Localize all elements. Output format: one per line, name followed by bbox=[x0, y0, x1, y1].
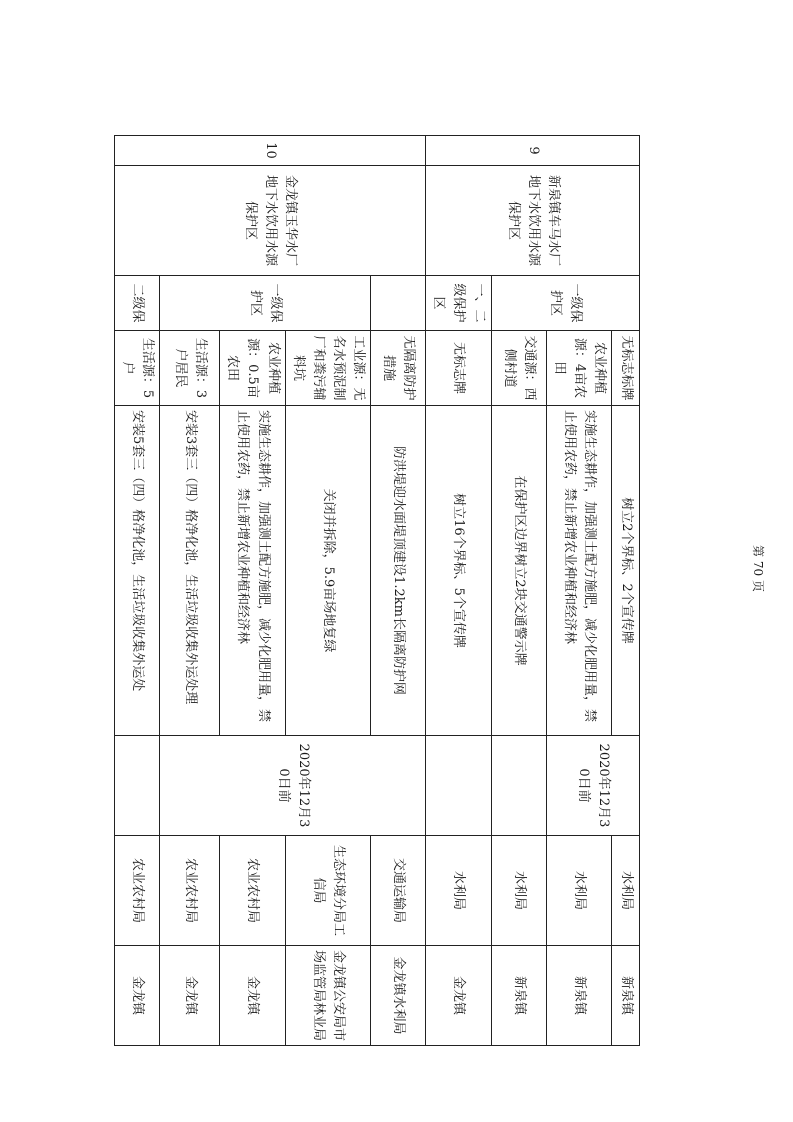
dept-cell: 交通运输局 bbox=[371, 836, 426, 946]
town-cell: 金龙镇 bbox=[114, 946, 159, 1046]
zone-label: 一、二级保护区 bbox=[426, 276, 491, 331]
measure-cell: 安装3套三（四）格净化池，生活垃圾收集外运处理 bbox=[160, 406, 220, 736]
protection-measures-table bbox=[114, 135, 640, 1046]
measure-cell: 关闭并拆除，5.9亩场地复绿 bbox=[285, 406, 371, 736]
measure-cell: 树立2个界标、2个宣传牌 bbox=[612, 406, 640, 736]
town-cell: 新泉镇 bbox=[491, 946, 546, 1046]
measure-cell: 实施生态耕作，加强测土配方施肥，减少化肥用量，禁止使用农药，禁止新增农业种植和经济林 bbox=[220, 406, 285, 736]
deadline-cell: 2020年12月30日前 bbox=[160, 736, 426, 836]
dept-cell: 农业农村局 bbox=[114, 836, 159, 946]
measure-cell: 安装5套三（四）格净化池，生活垃圾收集外运处 bbox=[114, 406, 159, 736]
deadline-cell-empty bbox=[491, 736, 546, 836]
problem-cell: 生活源：5户 bbox=[114, 331, 159, 406]
zone-label: 一级保护区 bbox=[160, 276, 371, 331]
problem-cell: 农业种植源：4亩农田 bbox=[546, 331, 611, 406]
dept-cell: 水利局 bbox=[546, 836, 611, 946]
town-cell: 金龙镇 bbox=[426, 946, 491, 1046]
town-cell: 金龙镇 bbox=[220, 946, 285, 1046]
deadline-cell-empty bbox=[114, 736, 159, 836]
problem-cell: 无隔离防护措施 bbox=[371, 331, 426, 406]
page-number: 第 70 页 bbox=[750, 545, 765, 592]
dept-cell: 生态环境分局工信局 bbox=[285, 836, 371, 946]
measure-cell: 在保护区边界树立2块交通警示牌 bbox=[491, 406, 546, 736]
table-row bbox=[612, 136, 640, 1046]
source-name: 金龙镇玉华水厂地下水饮用水源保护区 bbox=[114, 166, 425, 276]
dept-cell: 水利局 bbox=[491, 836, 546, 946]
zone-label-empty bbox=[371, 276, 426, 331]
deadline-cell-empty bbox=[426, 736, 491, 836]
row-number: 9 bbox=[426, 136, 640, 166]
problem-cell: 无标志标牌 bbox=[612, 331, 640, 406]
dept-cell: 水利局 bbox=[426, 836, 491, 946]
deadline-cell: 2020年12月30日前 bbox=[546, 736, 639, 836]
problem-cell: 工业源：无名水预泥制厂和粪污辅料坑 bbox=[285, 331, 371, 406]
measure-cell: 树立16个界标、5个宣传牌 bbox=[426, 406, 491, 736]
town-cell: 新泉镇 bbox=[612, 946, 640, 1046]
measure-cell: 实施生态耕作，加强测土配方施肥，减少化肥用量，禁止使用农药，禁止新增农业种植和经济林 bbox=[546, 406, 611, 736]
dept-cell: 农业农村局 bbox=[220, 836, 285, 946]
problem-cell: 无标志牌 bbox=[426, 331, 491, 406]
town-cell: 金龙镇水利局 bbox=[371, 946, 426, 1046]
problem-cell: 交通源：西侧村道 bbox=[491, 331, 546, 406]
town-cell: 金龙镇公安局市场监管局林业局 bbox=[285, 946, 371, 1046]
dept-cell: 水利局 bbox=[612, 836, 640, 946]
row-number: 10 bbox=[114, 136, 425, 166]
zone-label: 一级保护区 bbox=[491, 276, 639, 331]
measure-cell: 防洪堤迎水面堤顶建设1.2km长隔离防护网 bbox=[371, 406, 426, 736]
source-name: 新泉镇车马水厂地下水饮用水源保护区 bbox=[426, 166, 640, 276]
table-row bbox=[371, 136, 426, 1046]
problem-cell: 生活源：3户居民 bbox=[160, 331, 220, 406]
zone-label: 二级保 bbox=[114, 276, 159, 331]
problem-cell: 农业种植源：0.5亩农田 bbox=[220, 331, 285, 406]
town-cell: 新泉镇 bbox=[546, 946, 611, 1046]
rotated-table-container bbox=[120, 135, 640, 1045]
town-cell: 金龙镇 bbox=[160, 946, 220, 1046]
dept-cell: 农业农村局 bbox=[160, 836, 220, 946]
